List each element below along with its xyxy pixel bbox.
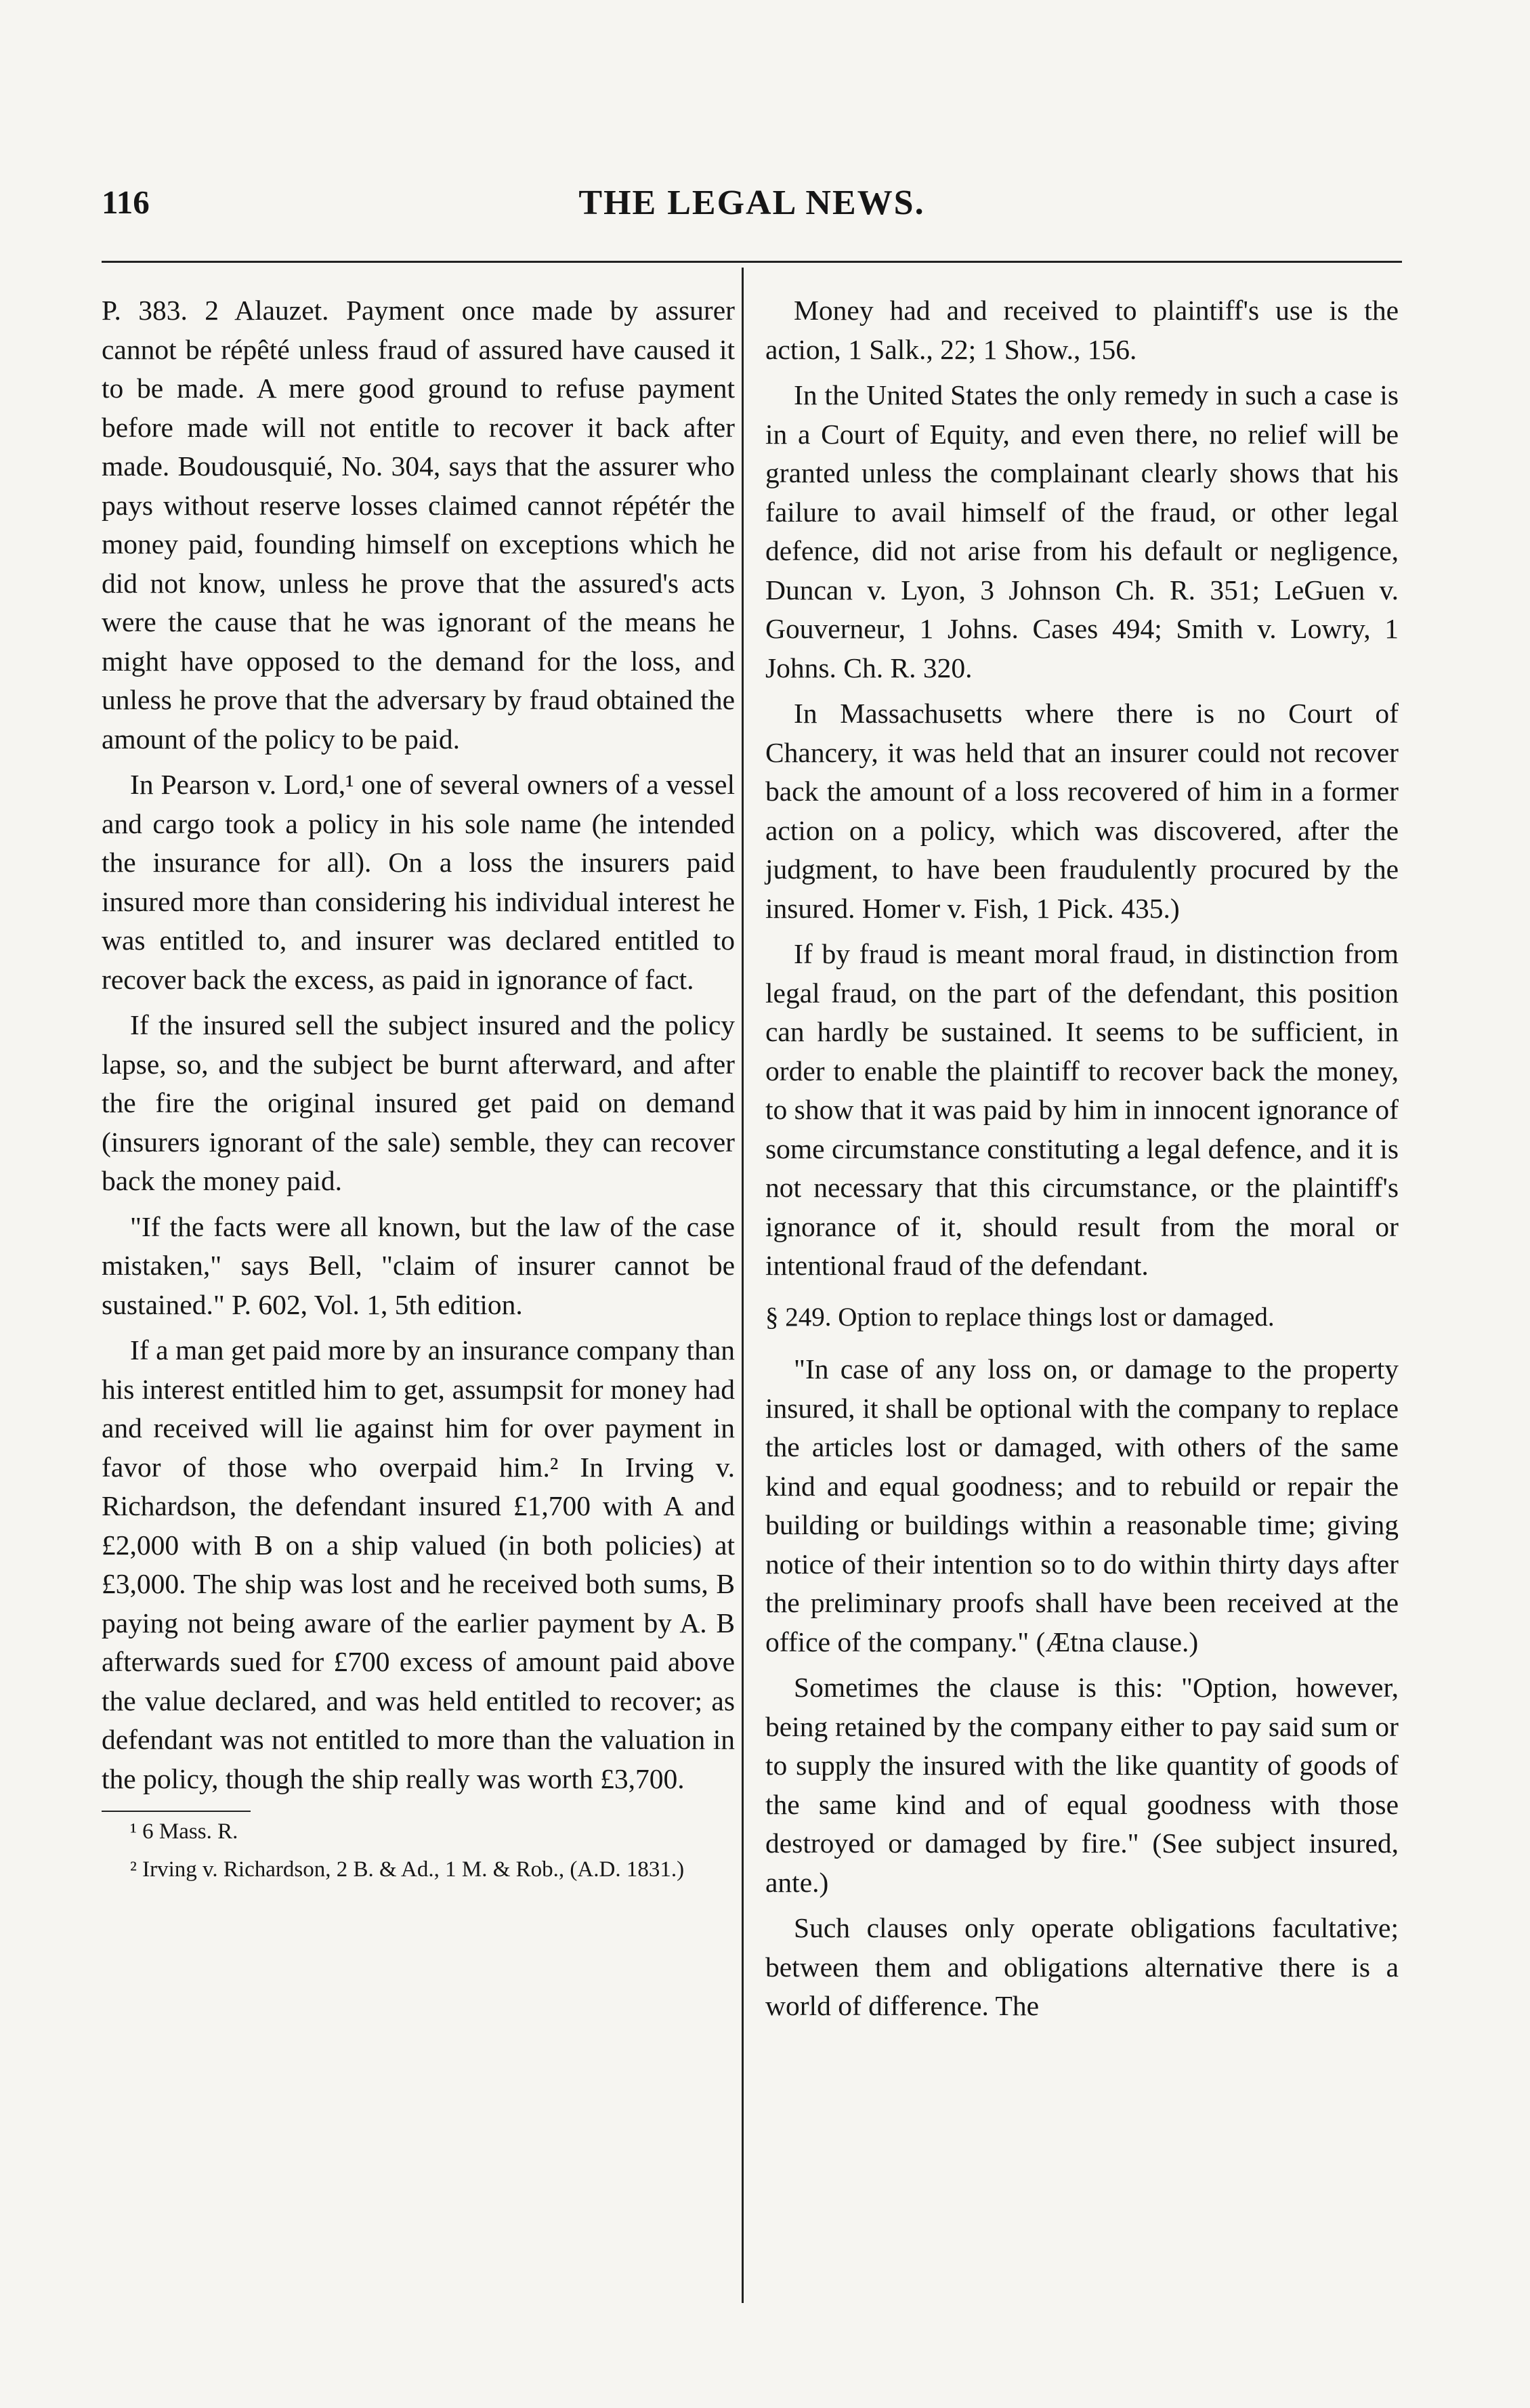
paragraph: In the United States the only remedy in such a case is in a Court of Equity, and even there, no relief will be granted unless the complainant clearly shows that his failure to avail himself of the fraud, or other legal defence, did not arise from his default or negligence, Duncan v. Lyon, 3 Johnson Ch. R. 351; LeGuen v. Gouverneur, 1 Johns. Cases 494; Smith v. Lowry, 1 Johns. Ch. R. 320. xyxy=(765,379,1399,683)
paragraph: "In case of any loss on, or damage to the property insured, it shall be optional with the company to replace the articles lost or damaged, with others of the same kind and equal goodness; and to rebuild or repair the building or buildings within a reasonable time; giving notice of their intention so to do within thirty days after the preliminary proofs shall have been received at the office of the company." (Ætna clause.) xyxy=(765,1353,1399,1657)
paragraph: Sometimes the clause is this: "Option, however, being retained by the company either to pay said sum or to supply the insured with the like quantity of goods of the same kind and of equal goodness with those destroyed or damaged by fire." (See subject insured, ante.) xyxy=(765,1672,1399,1898)
paragraph: If the insured sell the subject insured and the policy lapse, so, and the subject be burnt afterward, and after the fire the original insured get paid on demand (insurers ignorant of the sale) semble, they can recover back the money paid. xyxy=(102,1009,735,1196)
footnote: ² Irving v. Richardson, 2 B. & Ad., 1 M. & Rob., (A.D. 1831.) xyxy=(130,1857,685,1882)
paragraph: Such clauses only operate obligations facultative; between them and obligations alternative there is a world of difference. The xyxy=(765,1912,1399,2021)
paragraph: If a man get paid more by an insurance company than his interest entitled him to get, assumpsit for money had and received will lie against him for over payment in favor of those who overpaid him.² In Irving v. Richardson, the defendant insured £1,700 with A and £2,000 with B on a ship valued (in both policies) at £3,000. The ship was lost and he received both sums, B paying not being aware of the earlier payment by A. B afterwards sued for £700 excess of amount paid above the value declared, and was held entitled to recover; as defendant was not entitled to more than the valuation in the policy, though the ship really was worth £3,700. xyxy=(102,1334,735,1794)
page-number: 116 xyxy=(102,184,150,221)
right-column xyxy=(765,291,1399,2033)
paragraph: In Pearson v. Lord,¹ one of several owners of a vessel and cargo took a policy in his sole name (he intended the insurance for all). On a loss the insurers paid insured more than considering his individual interest he was entitled to, and insurer was declared entitled to recover back the excess, as paid in ignorance of fact. xyxy=(102,769,735,995)
running-title: THE LEGAL NEWS. xyxy=(578,184,925,222)
paragraph: In Massachusetts where there is no Court of Chancery, it was held that an insurer could not recover back the amount of a loss recovered of him in a former action on a policy, which was discovered, after the judgment, to have been fraudulently procured by the insured. Homer v. Fish, 1 Pick. 435.) xyxy=(765,698,1399,924)
column-divider xyxy=(742,268,744,2303)
left-column xyxy=(102,291,735,1892)
paragraph: "If the facts were all known, but the law of the case mistaken," says Bell, "claim of insurer cannot be sustained." P. 602, Vol. 1, 5th edition. xyxy=(102,1210,735,1320)
paragraph: Money had and received to plaintiff's use is the action, 1 Salk., 22; 1 Show., 156. xyxy=(765,295,1399,365)
paragraph: P. 383. 2 Alauzet. Payment once made by assurer cannot be répêté unless fraud of assured have caused it to be made. A mere good ground to refuse payment before made will not entitle to recover it back after made. Boudousquié, No. 304, says that the assurer who pays without reserve losses claimed cannot répétér the money paid, founding himself on exceptions which he did not know, unless he prove that the assured's acts were the cause that he was ignorant of the means he might have opposed to the demand for the loss, and unless he prove that the adversary by fraud obtained the amount of the policy to be paid. xyxy=(102,295,735,755)
footnote-rule xyxy=(102,1811,251,1812)
paragraph: If by fraud is meant moral fraud, in distinction from legal fraud, on the part of the defendant, this position can hardly be sustained. It seems to be sufficient, in order to enable the plaintiff to recover back the money, to show that it was paid by him in innocent ignorance of some circumstance constituting a legal defence, and it is not necessary that this circumstance, or the plaintiff's ignorance of it, should result from the moral or intentional fraud of the defendant. xyxy=(765,938,1399,1281)
header-rule xyxy=(102,261,1402,263)
footnote: ¹ 6 Mass. R. xyxy=(130,1819,238,1844)
page-header xyxy=(102,183,1402,237)
section-heading: § 249. Option to replace things lost or damaged. xyxy=(765,1302,1275,1332)
